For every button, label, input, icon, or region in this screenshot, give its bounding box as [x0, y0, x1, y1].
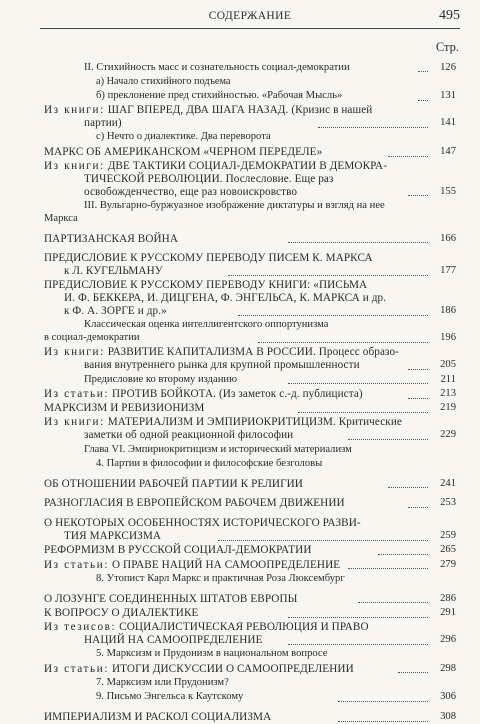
toc-entry-prefix: Из книги:	[44, 346, 105, 359]
running-header-title: СОДЕРЖАНИЕ	[208, 10, 292, 22]
toc-entry-page: 259	[440, 530, 456, 541]
dot-leader	[338, 701, 428, 702]
toc-entry-title: ТИЧЕСКОЙ РЕВОЛЮЦИИ. Послесловие. Еще раз	[84, 172, 334, 185]
toc-entry	[44, 402, 458, 415]
dot-leader	[418, 71, 428, 72]
toc-entry-title: освобожденчество, еще раз новоискровство	[84, 185, 298, 198]
dot-leader	[258, 342, 428, 343]
toc-entry-prefix: Из статьи:	[44, 662, 110, 675]
toc-entry-title: И. Ф. БЕККЕРА, И. ДИЦГЕНА, Ф. ЭНГЕЛЬСА, К. МАРКСА и др.	[64, 292, 387, 305]
toc-entry-title: заметки об одной реакционной философии	[84, 429, 294, 442]
toc-entry-title: МАТЕРИАЛИЗМ И ЭМПИРИОКРИТИЦИЗМ. Критические	[107, 416, 402, 429]
toc-entry-page: 298	[440, 662, 456, 674]
dot-leader	[348, 568, 428, 569]
toc-entry-title: О НЕКОТОРЫХ ОСОБЕННОСТЯХ ИСТОРИЧЕСКОГО РАЗВИ-	[44, 517, 361, 530]
page-column-label: Стр.	[435, 40, 459, 54]
toc-entry-page: 196	[440, 332, 456, 344]
dot-leader	[408, 195, 428, 196]
toc-entry	[44, 559, 458, 572]
toc-entry-title: III. Вульгарно-буржуазное изображение диктатуры и взгляд на нее	[84, 199, 385, 211]
toc-entry	[44, 146, 458, 159]
toc-entry	[44, 279, 458, 317]
toc-entry-page: 177	[440, 265, 456, 277]
toc-entry-page: 253	[440, 497, 456, 509]
dot-leader	[378, 554, 428, 555]
toc-entry	[44, 621, 458, 647]
toc-entry	[44, 544, 458, 557]
toc-entry-title: Глава VI. Эмпириокритицизм и исторический материализм	[84, 443, 352, 455]
toc-entry-prefix: Из статьи:	[44, 387, 110, 400]
toc-entry-page: 265	[440, 544, 456, 556]
toc-entry-title: партии)	[84, 117, 122, 130]
toc-entry-title: 4. Партии в философии и философские безголовы	[96, 457, 323, 469]
toc-entry-title: ТИЯ МАРКСИЗМА	[64, 530, 162, 542]
toc-entry-page: 229	[440, 429, 456, 441]
toc-entry-page: 141	[440, 117, 456, 129]
toc-entry-prefix: Из книги:	[44, 416, 105, 429]
toc-entry	[44, 388, 458, 401]
dot-leader	[288, 644, 428, 645]
toc-entry-prefix: Из книги:	[44, 104, 105, 117]
dot-leader	[238, 315, 428, 316]
dot-leader	[388, 156, 428, 157]
toc-entry	[44, 104, 458, 130]
toc-entry-title: Маркса	[44, 212, 78, 224]
toc-entry-title: 7. Марксизм или Прудонизм?	[96, 676, 229, 688]
toc-entry-title: К ВОПРОСУ О ДИАЛЕКТИКЕ	[44, 606, 199, 619]
toc-entry-title: ШАГ ВПЕРЕД, ДВА ШАГА НАЗАД. (Кризис в нашей	[107, 104, 373, 117]
toc-entry-page: 286	[440, 592, 456, 604]
toc-entry-page: 306	[440, 691, 456, 703]
toc-entry	[44, 458, 458, 471]
toc-entry	[44, 478, 458, 491]
toc-entry	[44, 648, 458, 661]
toc-entry-page: 296	[440, 634, 456, 646]
toc-entry-title: к Л. КУГЕЛЬМАНУ	[64, 265, 163, 278]
toc-entry-page: 279	[440, 558, 456, 570]
dot-leader	[218, 540, 428, 541]
toc-entry	[44, 607, 458, 620]
toc-entry	[44, 76, 458, 89]
toc-entry-title: 5. Марксизм и Прудонизм в национальном вопросе	[96, 648, 328, 660]
dot-leader	[388, 487, 428, 488]
dot-leader	[418, 100, 428, 101]
toc-entry	[44, 252, 458, 278]
dot-leader	[288, 383, 428, 384]
toc-entry-page: 211	[440, 373, 456, 385]
toc-entry	[44, 233, 458, 246]
toc-entry-page: 166	[440, 232, 456, 244]
dot-leader	[408, 369, 428, 370]
toc-entry	[44, 691, 458, 704]
toc-entry-page: 241	[440, 477, 456, 489]
dot-leader	[318, 127, 428, 128]
toc-entry-page: 308	[440, 711, 456, 723]
dot-leader	[288, 617, 428, 618]
toc-entry	[44, 90, 458, 103]
toc-entry-title: НАЦИЙ НА САМООПРЕДЕЛЕНИЕ	[84, 634, 263, 647]
toc-entry-title: СОЦИАЛИСТИЧЕСКАЯ РЕВОЛЮЦИЯ И ПРАВО	[119, 621, 369, 634]
dot-leader	[288, 242, 428, 243]
toc-entry	[44, 593, 458, 606]
toc-entry-prefix: Из книги:	[44, 160, 105, 173]
toc-entry-title: МАРКСИЗМ И РЕВИЗИОНИЗМ	[44, 402, 205, 415]
toc-entry-title: ИМПЕРИАЛИЗМ И РАСКОЛ СОЦИАЛИЗМА	[44, 711, 272, 724]
dot-leader	[338, 721, 428, 722]
toc-entry-page: 205	[440, 359, 456, 371]
toc-entry-page: 147	[440, 145, 456, 157]
toc-entry	[44, 416, 458, 442]
toc-entry-title: ДВЕ ТАКТИКИ СОЦИАЛ-ДЕМОКРАТИИ В ДЕМОКРА-	[107, 160, 388, 173]
toc-entry-title: РЕФОРМИЗМ В РУССКОЙ СОЦИАЛ-ДЕМОКРАТИИ	[44, 544, 312, 557]
table-of-contents	[44, 60, 458, 724]
toc-entry-page: 291	[440, 606, 456, 618]
toc-entry-page: 126	[440, 61, 456, 73]
toc-entry-title: с) Нечто о диалектике. Два переворота	[96, 131, 271, 143]
toc-entry	[44, 160, 458, 198]
toc-entry-page: 155	[440, 185, 456, 197]
toc-entry-title: О ПРАВЕ НАЦИЙ НА САМООПРЕДЕЛЕНИЕ	[111, 558, 341, 571]
dot-leader	[298, 412, 428, 413]
dot-leader	[228, 275, 428, 276]
toc-entry-title: Классическая оценка интеллигентского оппортунизма	[84, 319, 329, 331]
toc-entry-title: МАРКС ОБ АМЕРИКАНСКОМ «ЧЕРНОМ ПЕРЕДЕЛЕ»	[44, 145, 323, 158]
toc-entry-prefix: Из тезисов:	[44, 621, 117, 634]
toc-entry-title: II. Стихийность масс и сознательность социал-демократии	[84, 61, 350, 73]
toc-entry	[44, 517, 458, 543]
toc-entry	[44, 711, 458, 724]
toc-entry-title: ПРОТИВ БОЙКОТА. (Из заметок с.-д. публициста)	[111, 387, 363, 400]
toc-entry-title: в социал-демократии	[44, 332, 140, 344]
toc-entry-page: 213	[440, 387, 456, 399]
page-number: 495	[439, 8, 460, 23]
toc-entry-title: ПРЕДИСЛОВИЕ К РУССКОМУ ПЕРЕВОДУ КНИГИ: «ПИСЬМА	[44, 279, 368, 292]
toc-entry-title: Предисловие ко второму изданию	[84, 373, 238, 385]
dot-leader	[348, 439, 428, 440]
toc-entry-title: к Ф. А. ЗОРГЕ и др.»	[64, 305, 167, 318]
dot-leader	[398, 672, 428, 673]
dot-leader	[408, 398, 428, 399]
toc-entry	[44, 62, 458, 75]
toc-entry-title: ПРЕДИСЛОВИЕ К РУССКОМУ ПЕРЕВОДУ ПИСЕМ К. МАРКСА	[44, 252, 373, 265]
toc-entry-title: РАЗВИТИЕ КАПИТАЛИЗМА В РОССИИ. Процесс образо-	[107, 346, 399, 359]
toc-entry-page: 131	[440, 90, 456, 102]
toc-entry-title: ПАРТИЗАНСКАЯ ВОЙНА	[44, 232, 179, 245]
toc-entry-page: 219	[440, 402, 456, 414]
toc-entry-title: 9. Письмо Энгельса к Каутскому	[96, 691, 244, 703]
toc-entry	[44, 346, 458, 372]
toc-entry	[44, 319, 458, 345]
toc-entry-page: 186	[440, 305, 456, 317]
toc-entry-title: РАЗНОГЛАСИЯ В ЕВРОПЕЙСКОМ РАБОЧЕМ ДВИЖЕНИИ	[44, 497, 345, 510]
dot-leader	[358, 602, 428, 603]
toc-entry	[44, 573, 458, 586]
toc-entry-title: вания внутреннего рынка для крупной промышленности	[84, 359, 360, 372]
dot-leader	[408, 507, 428, 508]
toc-entry-title: ОБ ОТНОШЕНИИ РАБОЧЕЙ ПАРТИИ К РЕЛИГИИ	[44, 477, 303, 490]
toc-entry-title: О ЛОЗУНГЕ СОЕДИНЕННЫХ ШТАТОВ ЕВРОПЫ	[44, 592, 298, 605]
toc-entry-title: 8. Утопист Карл Маркс и практичная Роза Люксембург	[96, 572, 345, 584]
toc-entry	[44, 497, 458, 510]
toc-entry-prefix: Из статьи:	[44, 558, 110, 571]
toc-entry	[44, 200, 458, 226]
toc-entry	[44, 677, 458, 690]
toc-entry-title: б) преклонение пред стихийностью. «Рабочая Мысль»	[96, 90, 343, 102]
toc-entry	[44, 131, 458, 144]
toc-entry	[44, 444, 458, 457]
toc-entry	[44, 663, 458, 676]
running-header	[40, 6, 460, 29]
toc-entry-title: а) Начало стихийного подъема	[96, 75, 231, 87]
toc-entry-title: ИТОГИ ДИСКУССИИ О САМООПРЕДЕЛЕНИИ	[111, 662, 354, 675]
toc-entry	[44, 374, 458, 387]
